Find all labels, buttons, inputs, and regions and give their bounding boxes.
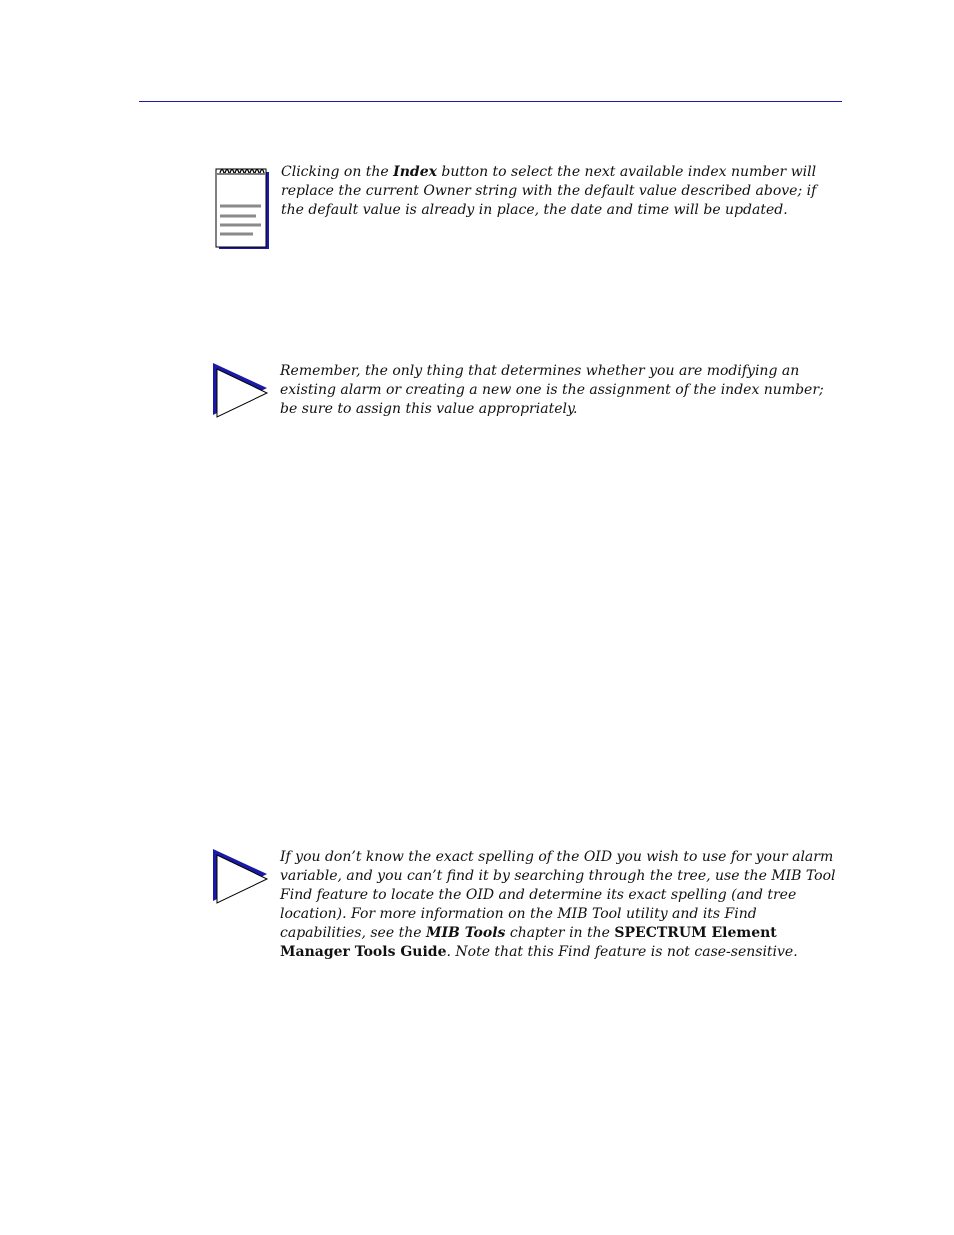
note-text-segment: Remember, the only thing that determines whether you are modifying an existing alarm or creating a new one is the assignment of the index number; be sure to assign this value appropriately. xyxy=(280,363,824,417)
note-text xyxy=(280,848,842,962)
mib-tools-reference: MIB Tools xyxy=(425,925,506,941)
note-text-segment: button to select the next available index number will replace the current Owner string with the default value described above; if the default value is already in place, the date and time will be updated. xyxy=(281,164,817,218)
note-text-segment: Clicking on the xyxy=(281,164,394,180)
index-button-reference: Index xyxy=(393,164,437,180)
guide-title-reference: SPECTRUM Element Manager Tools Guide xyxy=(280,925,777,960)
note-text-segment: . Note that this Find feature is not case-sensitive. xyxy=(446,944,798,960)
note-text xyxy=(281,163,841,220)
notepad-icon xyxy=(213,163,273,253)
note-text xyxy=(280,362,842,419)
note-text-segment: If you don’t know the exact spelling of the OID you wish to use for your alarm variable, and you can’t find it by searching through the tree, use the MIB Tool Find feature to locate the OID and determine its exact spelling (and tree location). For more information on the MIB Tool utility and its Find capabilities, see the xyxy=(280,849,836,941)
triangle-pointer-icon xyxy=(211,847,271,907)
header-rule xyxy=(139,101,842,102)
triangle-pointer-icon xyxy=(211,361,271,421)
note-text-segment: chapter in the xyxy=(505,925,615,941)
